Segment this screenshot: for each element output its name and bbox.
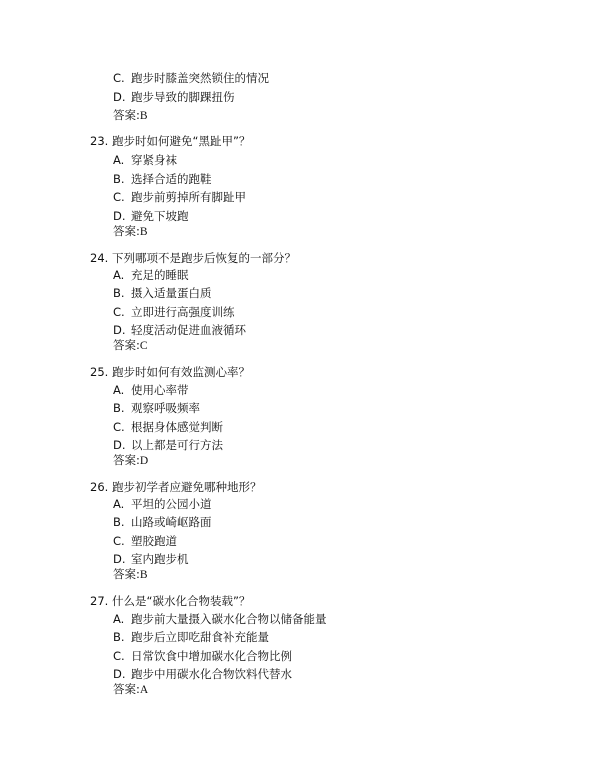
option-line bbox=[113, 90, 235, 104]
option-text: 室内跑步机 bbox=[131, 552, 189, 566]
option-line bbox=[113, 515, 212, 529]
option-label: C. bbox=[113, 420, 125, 434]
answer-line bbox=[113, 224, 148, 239]
option-line bbox=[113, 401, 200, 415]
option-label: A. bbox=[113, 383, 125, 397]
answer-value: B bbox=[139, 569, 148, 581]
option-line bbox=[113, 172, 212, 186]
option-label: B. bbox=[113, 286, 125, 300]
option-line bbox=[113, 630, 269, 644]
option-line bbox=[113, 209, 189, 223]
option-label: A. bbox=[113, 612, 125, 626]
option-text: 充足的睡眠 bbox=[131, 268, 189, 282]
option-text: 穿紧身袜 bbox=[131, 153, 177, 167]
option-line bbox=[113, 534, 177, 548]
question-number: 27. bbox=[90, 594, 109, 608]
option-label: B. bbox=[113, 630, 125, 644]
option-label: C. bbox=[113, 534, 125, 548]
answer-value: B bbox=[139, 110, 148, 122]
option-line bbox=[113, 305, 235, 319]
option-line bbox=[113, 438, 223, 452]
option-line bbox=[113, 667, 292, 681]
option-text: 山路或崎岖路面 bbox=[131, 515, 212, 529]
option-text: 跑步导致的脚踝扭伤 bbox=[131, 90, 235, 104]
option-text: 选择合适的跑鞋 bbox=[131, 172, 212, 186]
option-line bbox=[113, 153, 177, 167]
option-line bbox=[113, 497, 212, 511]
option-text: 跑步中用碳水化合物饮料代替水 bbox=[131, 667, 292, 681]
answer-value: C bbox=[139, 340, 148, 352]
option-text: 平坦的公园小道 bbox=[131, 497, 212, 511]
question-text: 跑步初学者应避免哪种地形？ bbox=[112, 480, 262, 494]
answer-value: D bbox=[139, 455, 149, 467]
option-text: 观察呼吸频率 bbox=[131, 401, 200, 415]
option-text: 以上都是可行方法 bbox=[131, 438, 223, 452]
answer-label: 答案: bbox=[113, 567, 140, 581]
option-text: 跑步时膝盖突然锁住的情况 bbox=[131, 71, 269, 85]
answer-line bbox=[113, 682, 148, 697]
option-line bbox=[113, 323, 246, 337]
option-line bbox=[113, 649, 292, 663]
option-line bbox=[113, 420, 223, 434]
answer-label: 答案: bbox=[113, 682, 140, 696]
question-number: 26. bbox=[90, 480, 109, 494]
option-text: 摄入适量蛋白质 bbox=[131, 286, 212, 300]
answer-label: 答案: bbox=[113, 108, 140, 122]
answer-label: 答案: bbox=[113, 453, 140, 467]
option-label: D. bbox=[113, 667, 126, 681]
option-line bbox=[113, 612, 327, 626]
answer-line bbox=[113, 453, 148, 468]
option-text: 跑步前剪掉所有脚趾甲 bbox=[131, 190, 246, 204]
option-label: D. bbox=[113, 90, 126, 104]
option-text: 避免下坡跑 bbox=[131, 209, 189, 223]
question-text: 跑步时如何避免“黑趾甲”？ bbox=[112, 134, 251, 148]
question-title bbox=[90, 365, 250, 379]
option-text: 立即进行高强度训练 bbox=[131, 305, 235, 319]
answer-label: 答案: bbox=[113, 338, 140, 352]
option-label: B. bbox=[113, 515, 125, 529]
option-text: 使用心率带 bbox=[131, 383, 189, 397]
option-label: A. bbox=[113, 268, 125, 282]
question-number: 25. bbox=[90, 365, 109, 379]
question-title bbox=[90, 594, 250, 608]
question-text: 下列哪项不是跑步后恢复的一部分？ bbox=[112, 251, 296, 265]
answer-line bbox=[113, 338, 148, 353]
option-text: 根据身体感觉判断 bbox=[131, 420, 223, 434]
option-label: B. bbox=[113, 401, 125, 415]
question-text: 什么是“碳水化合物装载”？ bbox=[112, 594, 251, 608]
option-line bbox=[113, 71, 269, 85]
answer-line bbox=[113, 108, 148, 123]
option-label: D. bbox=[113, 552, 126, 566]
option-text: 轻度活动促进血液循环 bbox=[131, 323, 246, 337]
answer-value: A bbox=[139, 684, 149, 696]
question-title bbox=[90, 251, 296, 265]
question-title bbox=[90, 480, 262, 494]
option-label: C. bbox=[113, 190, 125, 204]
option-text: 塑胶跑道 bbox=[131, 534, 177, 548]
option-label: D. bbox=[113, 209, 126, 223]
option-text: 跑步前大量摄入碳水化合物以储备能量 bbox=[131, 612, 327, 626]
option-label: A. bbox=[113, 153, 125, 167]
option-line bbox=[113, 383, 189, 397]
option-label: C. bbox=[113, 71, 125, 85]
question-title bbox=[90, 134, 250, 148]
option-label: A. bbox=[113, 497, 125, 511]
option-label: B. bbox=[113, 172, 125, 186]
answer-line bbox=[113, 567, 148, 582]
question-text: 跑步时如何有效监测心率？ bbox=[112, 365, 250, 379]
option-line bbox=[113, 552, 189, 566]
option-text: 跑步后立即吃甜食补充能量 bbox=[131, 630, 269, 644]
question-number: 23. bbox=[90, 134, 109, 148]
option-label: D. bbox=[113, 323, 126, 337]
option-line bbox=[113, 190, 246, 204]
option-text: 日常饮食中增加碳水化合物比例 bbox=[131, 649, 292, 663]
option-line bbox=[113, 286, 212, 300]
option-label: C. bbox=[113, 305, 125, 319]
option-label: D. bbox=[113, 438, 126, 452]
answer-label: 答案: bbox=[113, 224, 140, 238]
answer-value: B bbox=[139, 226, 148, 238]
question-number: 24. bbox=[90, 251, 109, 265]
option-line bbox=[113, 268, 189, 282]
option-label: C. bbox=[113, 649, 125, 663]
